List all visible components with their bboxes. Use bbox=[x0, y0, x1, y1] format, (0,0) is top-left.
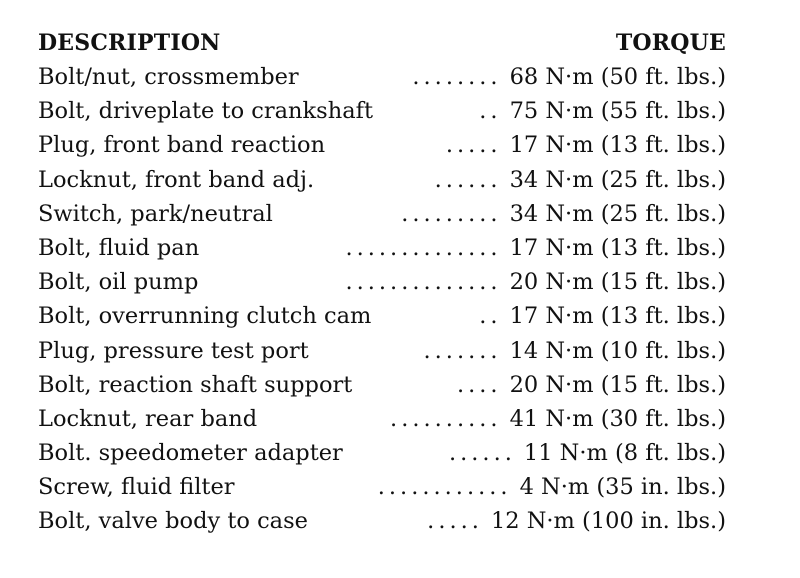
dot-leader: .......... bbox=[390, 405, 502, 432]
table-row bbox=[38, 474, 726, 508]
row-torque: 14 N·m (10 ft. lbs.) bbox=[509, 337, 726, 364]
row-description: Plug, pressure test port bbox=[38, 337, 309, 364]
row-torque: 12 N·m (100 in. lbs.) bbox=[490, 508, 726, 535]
row-description: Bolt, oil pump bbox=[38, 269, 199, 296]
dot-leader: ........ bbox=[412, 64, 502, 90]
dot-leader: .............. bbox=[345, 269, 502, 296]
row-torque: 17 N·m (13 ft. lbs.) bbox=[509, 234, 726, 261]
row-description: Bolt, overrunning clutch cam bbox=[38, 303, 372, 330]
row-torque: 34 N·m (25 ft. lbs.) bbox=[509, 166, 726, 193]
row-torque: 41 N·m (30 ft. lbs.) bbox=[509, 405, 726, 432]
torque-spec-table bbox=[38, 30, 726, 543]
row-torque: 17 N·m (13 ft. lbs.) bbox=[509, 303, 726, 330]
torque-column-header: TORQUE bbox=[615, 30, 726, 56]
dot-leader: ............ bbox=[377, 474, 512, 501]
row-torque: 4 N·m (35 in. lbs.) bbox=[519, 474, 726, 501]
row-torque: 75 N·m (55 ft. lbs.) bbox=[509, 98, 726, 125]
table-row bbox=[38, 269, 726, 303]
row-description: Bolt, valve body to case bbox=[38, 508, 308, 535]
row-torque: 20 N·m (15 ft. lbs.) bbox=[509, 371, 726, 398]
dot-leader: .. bbox=[479, 98, 502, 125]
description-column-header: DESCRIPTION bbox=[38, 30, 221, 56]
dot-leader: ......... bbox=[401, 200, 502, 227]
dot-leader: ...... bbox=[448, 440, 516, 467]
row-description: Bolt/nut, crossmember bbox=[38, 64, 299, 90]
dot-leader: ..... bbox=[427, 508, 483, 535]
table-header bbox=[38, 30, 726, 64]
dot-leader: ....... bbox=[423, 337, 502, 364]
row-description: Bolt, fluid pan bbox=[38, 234, 200, 261]
row-description: Screw, fluid filter bbox=[38, 474, 235, 501]
row-torque: 34 N·m (25 ft. lbs.) bbox=[509, 200, 726, 227]
row-description: Bolt, driveplate to crankshaft bbox=[38, 98, 373, 125]
table-row bbox=[38, 440, 726, 474]
table-row bbox=[38, 167, 726, 201]
dot-leader: .............. bbox=[345, 234, 502, 261]
table-row bbox=[38, 508, 726, 542]
table-row bbox=[38, 303, 726, 337]
row-description: Switch, park/neutral bbox=[38, 200, 273, 227]
row-description: Locknut, rear band bbox=[38, 405, 258, 432]
dot-leader: ...... bbox=[434, 166, 502, 193]
row-description: Locknut, front band adj. bbox=[38, 166, 315, 193]
dot-leader: .... bbox=[456, 371, 502, 398]
row-torque: 17 N·m (13 ft. lbs.) bbox=[509, 132, 726, 159]
table-row bbox=[38, 132, 726, 166]
table-row bbox=[38, 98, 726, 132]
dot-leader: ..... bbox=[445, 132, 502, 159]
row-description: Bolt. speedometer adapter bbox=[38, 440, 343, 467]
table-row bbox=[38, 235, 726, 269]
row-torque: 20 N·m (15 ft. lbs.) bbox=[509, 269, 726, 296]
table-row bbox=[38, 372, 726, 406]
row-torque: 68 N·m (50 ft. lbs.) bbox=[509, 64, 726, 90]
dot-leader: .. bbox=[479, 303, 502, 330]
row-description: Bolt, reaction shaft support bbox=[38, 371, 353, 398]
table-row bbox=[38, 201, 726, 235]
row-description: Plug, front band reaction bbox=[38, 132, 326, 159]
table-row bbox=[38, 338, 726, 372]
table-row bbox=[38, 64, 726, 98]
table-row bbox=[38, 406, 726, 440]
row-torque: 11 N·m (8 ft. lbs.) bbox=[523, 440, 726, 467]
